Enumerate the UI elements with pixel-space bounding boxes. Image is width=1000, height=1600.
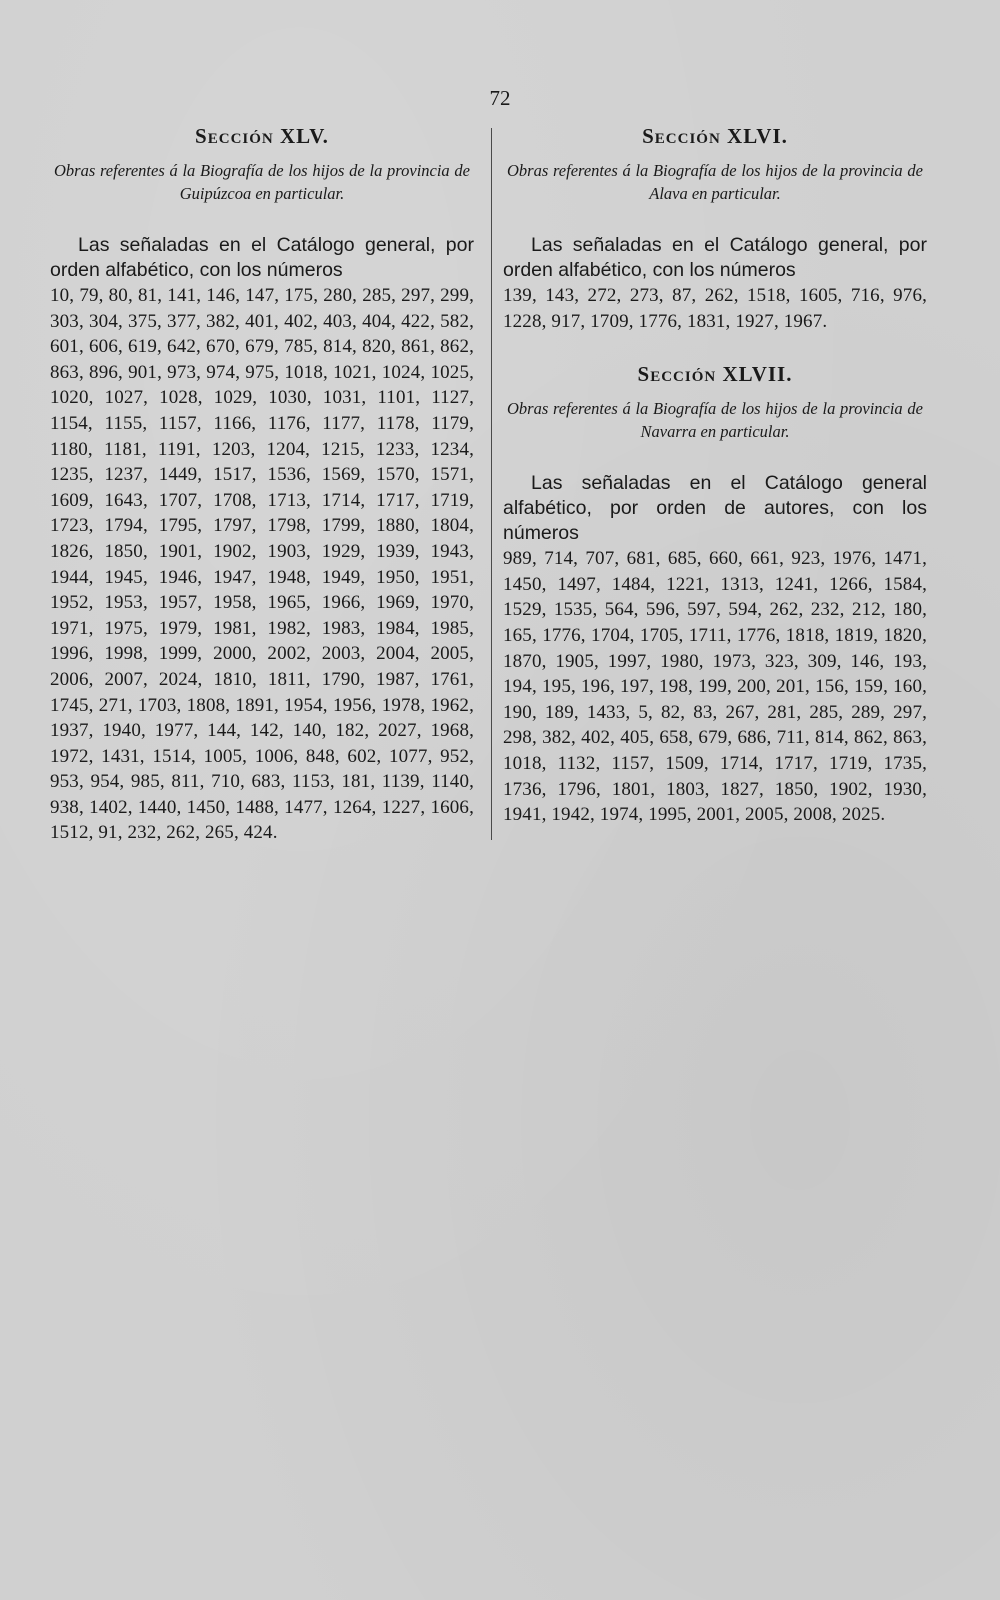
catalog-numbers: 989, 714, 707, 681, 685, 660, 661, 923, 1976, 1471, 1450, 1497, 1484, 1221, 1313, 1241, 1266, 1584, 1529, 1535, 564, 596, 597, 594, 262, 232, 212, 180, 165, 1776, 1704, 1705, 1711, 1776, 1818, 1819, 1820, 1870, 1905, 1997, 1980, 1973, 323, 309, 146, 193, 194, 195, 196, 197, 198, 199, 200, 201, 156, 159, 160, 190, 189, 1433, 5, 82, 83, 267, 281, 285, 289, 297, 298, 382, 402, 405, 658, 679, 686, 711, 814, 862, 863, 1018, 1132, 1157, 1509, 1714, 1717, 1719, 1735, 1736, 1796, 1801, 1803, 1827, 1850, 1902, 1930, 1941, 1942, 1974, 1995, 2001, 2005, 2008, 2025.	[503, 548, 927, 826]
section-title: Sección XLV.	[195, 124, 329, 148]
section-body	[503, 471, 927, 828]
right-column	[503, 124, 927, 828]
section-title: Sección XLVI.	[642, 124, 788, 148]
section-lead-text: Las señaladas en el Catálogo general, por orden alfabético, con los números	[50, 234, 474, 281]
section-lead-text: Las señaladas en el Catálogo general, por orden alfabético, con los números	[503, 234, 927, 281]
section-subtitle: Obras referentes á la Biografía de los hijos de la provincia de Navarra en particular.	[507, 399, 923, 442]
left-column	[50, 124, 474, 846]
section-xlv	[50, 124, 474, 846]
column-divider	[491, 128, 492, 840]
section-title: Sección XLVII.	[637, 362, 793, 387]
section-xlvii	[503, 362, 927, 828]
catalog-numbers: 10, 79, 80, 81, 141, 146, 147, 175, 280, 285, 297, 299, 303, 304, 375, 377, 382, 401, 402, 403, 404, 422, 582, 601, 606, 619, 642, 670, 679, 785, 814, 820, 861, 862, 863, 896, 901, 973, 974, 975, 1018, 1021, 1024, 1025, 1020, 1027, 1028, 1029, 1030, 1031, 1101, 1127, 1154, 1155, 1157, 1166, 1176, 1177, 1178, 1179, 1180, 1181, 1191, 1203, 1204, 1215, 1233, 1234, 1235, 1237, 1449, 1517, 1536, 1569, 1570, 1571, 1609, 1643, 1707, 1708, 1713, 1714, 1717, 1719, 1723, 1794, 1795, 1797, 1798, 1799, 1880, 1804, 1826, 1850, 1901, 1902, 1903, 1929, 1939, 1943, 1944, 1945, 1946, 1947, 1948, 1949, 1950, 1951, 1952, 1953, 1957, 1958, 1965, 1966, 1969, 1970, 1971, 1975, 1979, 1981, 1982, 1983, 1984, 1985, 1996, 1998, 1999, 2000, 2002, 2003, 2004, 2005, 2006, 2007, 2024, 1810, 1811, 1790, 1987, 1761, 1745, 271, 1703, 1808, 1891, 1954, 1956, 1978, 1962, 1937, 1940, 1977, 144, 142, 140, 182, 2027, 1968, 1972, 1431, 1514, 1005, 1006, 848, 602, 1077, 952, 953, 954, 985, 811, 710, 683, 1153, 181, 1139, 1140, 938, 1402, 1440, 1450, 1488, 1477, 1264, 1227, 1606, 1512, 91, 232, 262, 265, 424.	[50, 285, 474, 844]
section-subtitle: Obras referentes á la Biografía de los hijos de la provincia de Alava en particular.	[507, 161, 923, 203]
section-body	[503, 233, 927, 334]
catalog-numbers: 139, 143, 272, 273, 87, 262, 1518, 1605, 716, 976, 1228, 917, 1709, 1776, 1831, 1927, 1967.	[503, 285, 927, 332]
section-xlvi	[503, 124, 927, 334]
page-number: 72	[489, 86, 511, 110]
section-gap	[503, 334, 927, 362]
section-lead-text: Las señaladas en el Catálogo general alfabético, por orden de autores, con los números	[503, 472, 927, 545]
section-body	[50, 233, 474, 846]
section-subtitle: Obras referentes á la Biografía de los hijos de la provincia de Guipúzcoa en particular.	[54, 161, 470, 203]
